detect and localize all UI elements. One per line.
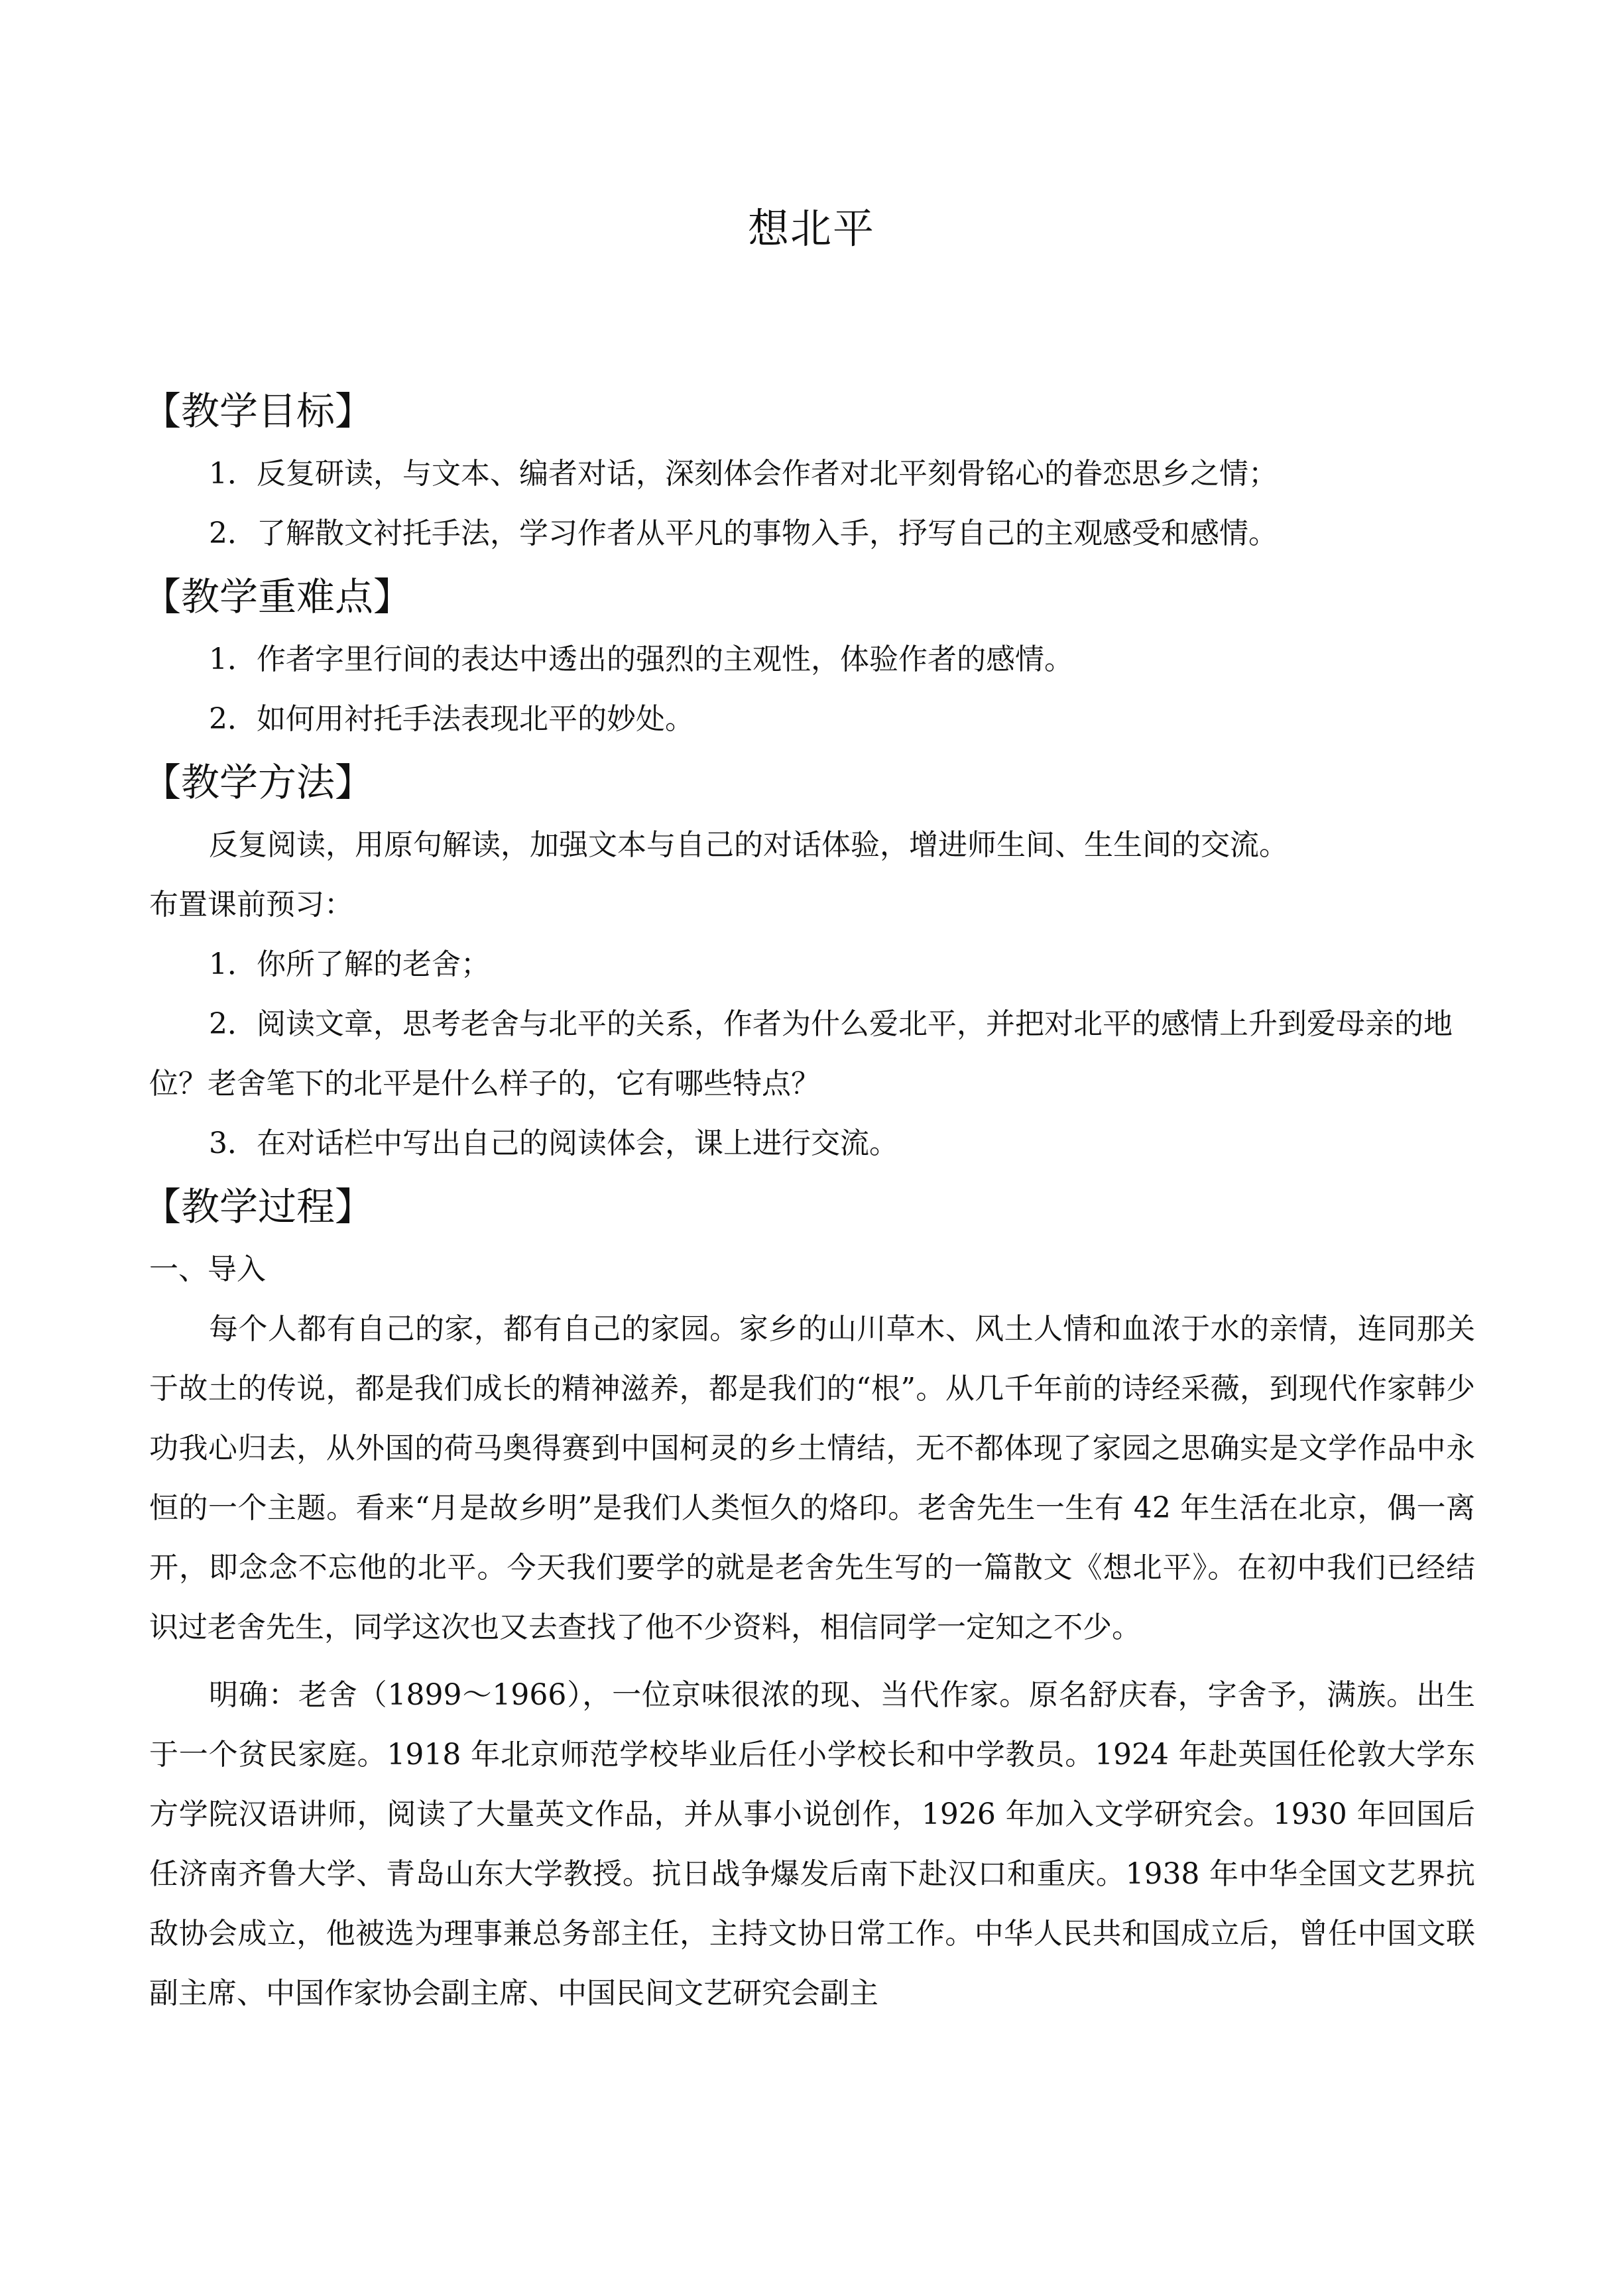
preview-item: 2．阅读文章，思考老舍与北平的关系，作者为什么爱北平，并把对北平的感情上升到爱母亲的地位？老舍笔下的北平是什么样子的，它有哪些特点？ [149,1007,1453,1101]
preview-label: 布置课前预习： [149,888,353,922]
preview-item: 3．在对话栏中写出自己的阅读体会，课上进行交流。 [209,1126,898,1160]
author-paragraph: 明确：老舍（1899～1966），一位京味很浓的现、当代作家。原名舒庆春，字舍予，满族。出生于一个贫民家庭。1918 年北京师范学校毕业后任小学校长和中学教员。1924 年赴英国任伦敦大学东方学院汉语讲师，阅读了大量英文作品，并从事小说创作，1926 年加入文学研究会。1930 年回国后任济南齐鲁大学、青岛山东大学教授。抗日战争爆发后南下赴汉口和重庆。1938 年中华全国文艺界抗敌协会成立，他被选为理事兼总务部主任，主持文协日常工作。中华人民共和国成立后，曾任中国文联副主席、中国作家协会副主席、中国民间文艺研究会副主 [149,1678,1475,2010]
heading-methods: 【教学方法】 [143,760,374,805]
subheading-intro: 一、导入 [149,1252,266,1286]
key-point-item: 2．如何用衬托手法表现北平的妙处。 [209,702,694,736]
objective-item: 2．了解散文衬托手法，学习作者从平凡的事物入手，抒写自己的主观感受和感情。 [209,516,1278,550]
heading-key-points: 【教学重难点】 [143,574,412,619]
objective-item: 1．反复研读，与文本、编者对话，深刻体会作者对北平刻骨铭心的眷恋思乡之情； [209,457,1278,491]
document-title: 想北平 [747,204,875,253]
preview-item: 1．你所了解的老舍； [209,947,490,981]
heading-objectives: 【教学目标】 [143,389,374,434]
intro-paragraph: 每个人都有自己的家，都有自己的家园。家乡的山川草木、风土人情和血浓于水的亲情，连同那关于故土的传说，都是我们成长的精神滋养，都是我们的“根”。从几千年前的诗经采薇，到现代作家韩少功我心归去，从外国的荷马奥得赛到中国柯灵的乡土情结，无不都体现了家园之思确实是文学作品中永恒的一个主题。看来“月是故乡明”是我们人类恒久的烙印。老舍先生一生有 42 年生活在北京，偶一离开，即念念不忘他的北平。今天我们要学的就是老舍先生写的一篇散文《想北平》。在初中我们已经结识过老舍先生，同学这次也又去查找了他不少资料，相信同学一定知之不少。 [149,1312,1475,1644]
methods-text: 反复阅读，用原句解读，加强文本与自己的对话体验，增进师生间、生生间的交流。 [209,828,1288,862]
key-point-item: 1．作者字里行间的表达中透出的强烈的主观性，体验作者的感情。 [209,642,1073,676]
heading-process: 【教学过程】 [143,1184,374,1229]
document-body [143,378,1475,2031]
